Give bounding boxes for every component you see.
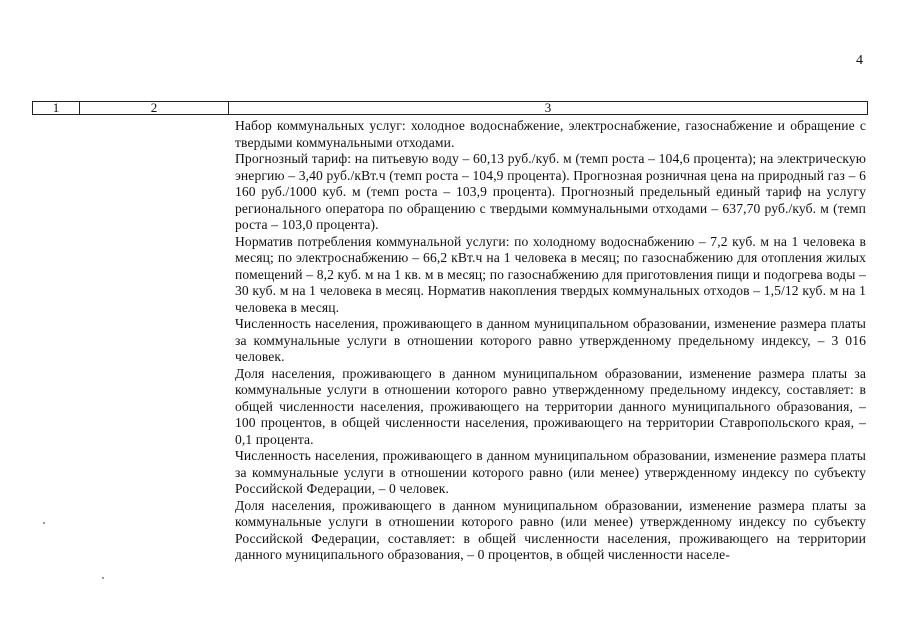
- paragraph-consumption-norms: Норматив потребления коммунальной услуги: по холодному водоснабжению – 7,2 куб. м на 1 человека в месяц; по электроснабжению – 66,2 кВт.ч на 1 человека в месяц; по газоснабжению для отопления жилых помещений – 8,2 куб. м на 1 кв. м в месяц; по газоснабжению для приготовления пищи и подогрева воды – 30 куб. м на 1 человека в месяц. Норматив накопления твердых коммунальных отходов – 1,5/12 куб. м на 1 человека в месяц.: [235, 233, 866, 315]
- paragraph-services: Набор коммунальных услуг: холодное водоснабжение, электроснабжение, газоснабжение и обращение с твердыми коммунальными отходами.: [235, 118, 866, 150]
- paragraph-population-count: Численность населения, проживающего в данном муниципальном образовании, изменение размера платы за коммунальные услуги в отношении которого равно утвержденному предельному индексу, – 3 016 человек.: [235, 316, 866, 364]
- paragraph-population-share: Доля населения, проживающего в данном муниципальном образовании, изменение размера платы за коммунальные услуги в отношении которого равно утвержденному предельному индексу, составляет: в общей численности населения, проживающего на территории данного муниципального образования, – 100 процентов, в общей численности населения, проживающего на территории Ставропольского края, – 0,1 процента.: [235, 365, 866, 447]
- table-header-row: [32, 101, 868, 115]
- column-header-1: 1: [33, 102, 80, 114]
- scan-artifact: [43, 522, 45, 524]
- scan-artifact: [102, 577, 104, 579]
- column-header-2: 2: [80, 102, 229, 114]
- page-number: 4: [856, 53, 863, 68]
- paragraph-population-share-subject: Доля населения, проживающего в данном муниципальном образовании, изменение размера платы за коммунальные услуги в отношении которого равно (или менее) утвержденному индексу по субъекту Российской Федерации, составляет: в общей численности населения, проживающего на территории данного муниципального образования, – 0 процентов, в общей численности населе-: [235, 497, 866, 562]
- document-body: [235, 118, 866, 564]
- column-header-3: 3: [544, 100, 552, 115]
- paragraph-tariffs: Прогнозный тариф: на питьевую воду – 60,13 руб./куб. м (темп роста – 104,6 процента); на электрическую энергию – 3,40 руб./кВт.ч (темп роста – 104,9 процента). Прогнозная розничная цена на природный газ – 6 160 руб./1000 куб. м (темп роста – 103,9 процента). Прогнозный предельный единый тариф на услугу регионального оператора по обращению с твердыми коммунальными отходами – 637,70 руб./куб. м (темп роста – 103,0 процента).: [235, 151, 866, 232]
- paragraph-population-count-subject: Численность населения, проживающего в данном муниципальном образовании, изменение размера платы за коммунальные услуги в отношении которого равно (или менее) утвержденному индексу по субъекту Российской Федерации, – 0 человек.: [235, 448, 866, 496]
